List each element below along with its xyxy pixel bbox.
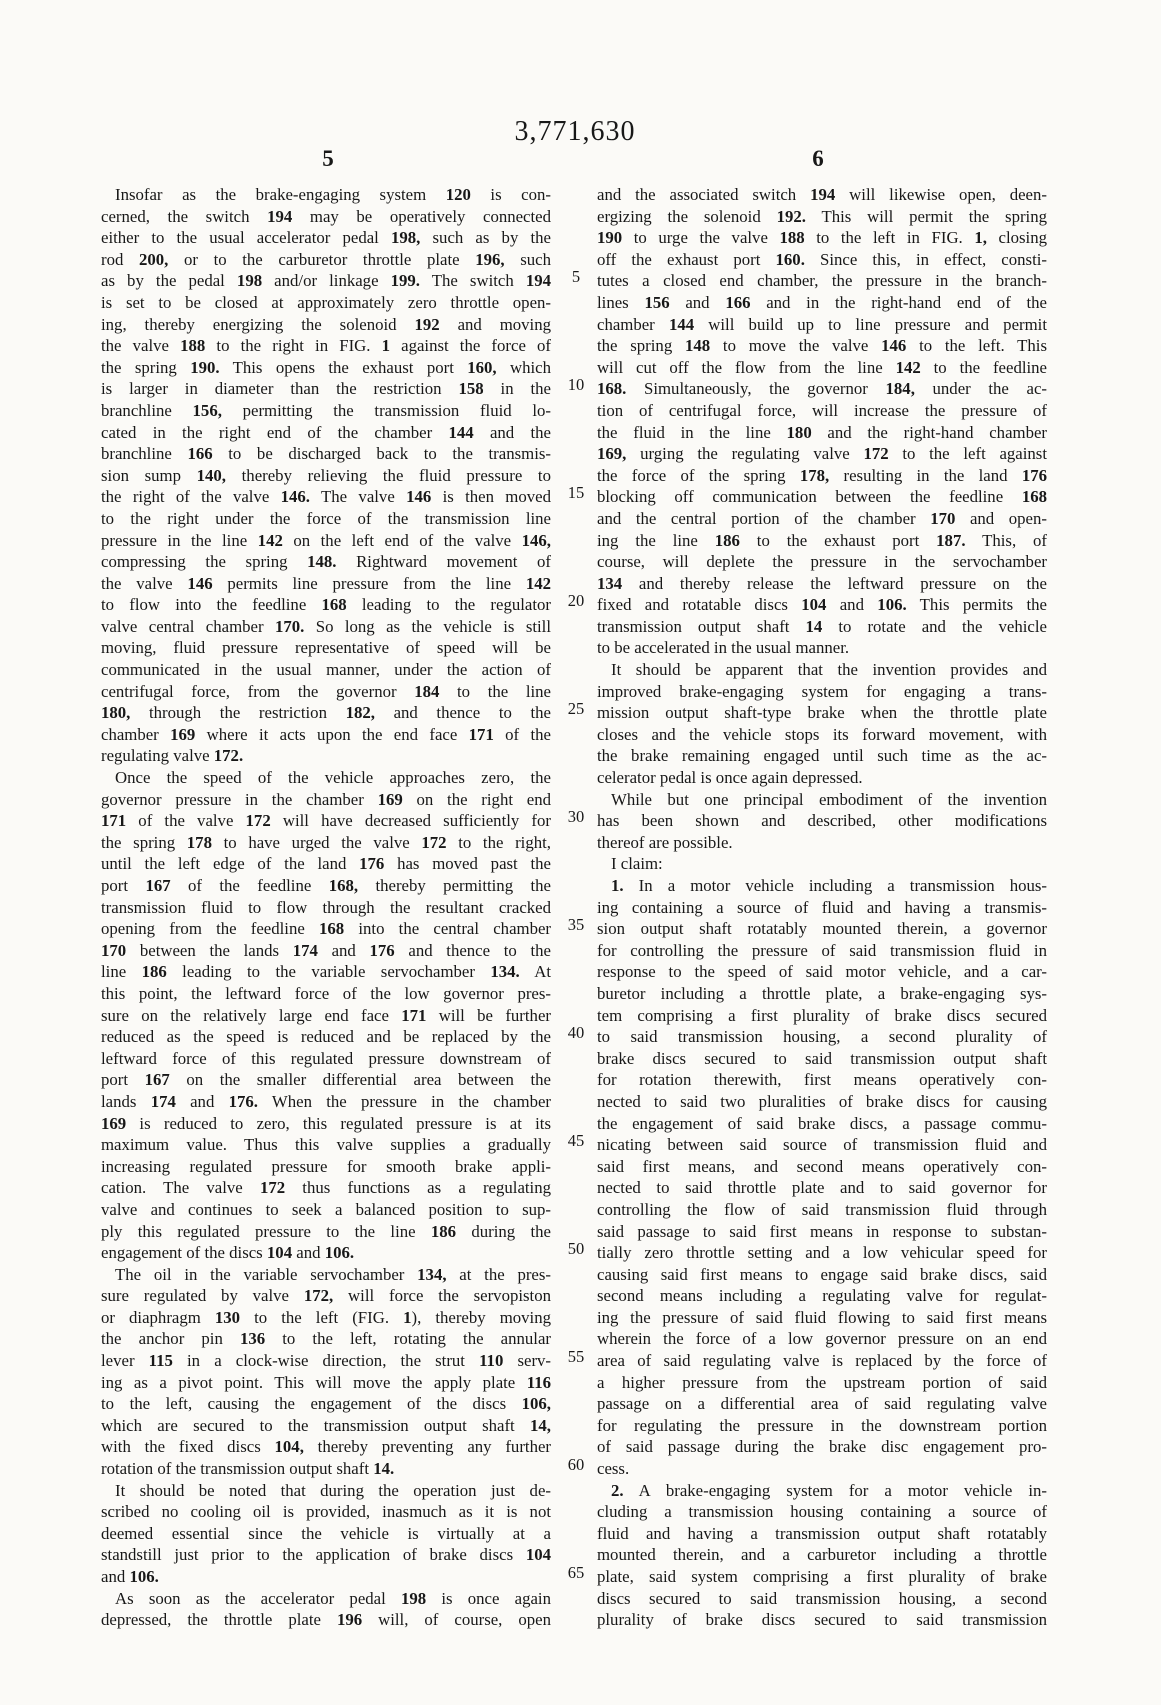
line-number: 50 — [567, 1239, 585, 1259]
text-line: improved brake-engaging system for engaging a trans- — [597, 681, 1047, 701]
text-line: lands 174 and 176. When the pressure in the chamber — [101, 1091, 552, 1111]
text-line: the spring 178 to have urged the valve 172 to the right, — [101, 832, 551, 852]
text-line: sure on the relatively large end face 171 will be further — [101, 1005, 551, 1025]
text-line: which are secured to the transmission output shaft 14, — [101, 1415, 551, 1435]
text-line: area of said regulating valve is replaced by the force of — [597, 1351, 1047, 1371]
text-line: the spring 148 to move the valve 146 to the left. This — [597, 336, 1047, 356]
text-line: celerator pedal is once again depressed. — [597, 768, 863, 788]
text-line: the right of the valve 146. The valve 146 is then moved — [101, 487, 551, 507]
text-line: to the right under the force of the transmission line — [101, 508, 551, 528]
text-line: off the exhaust port 160. Since this, in effect, consti- — [597, 249, 1047, 269]
text-line: either to the usual accelerator pedal 198, such as by the — [101, 228, 551, 248]
text-line: port 167 of the feedline 168, thereby permitting the — [101, 876, 551, 895]
text-line: maximum value. Thus this valve supplies a gradually — [101, 1135, 551, 1155]
text-line: and the central portion of the chamber 170 and open- — [597, 508, 1047, 528]
text-line: nected to said two pluralities of brake discs for causing — [597, 1091, 1047, 1111]
text-line: 134 and thereby release the leftward pressure on the — [597, 573, 1047, 593]
text-line: the engagement of said brake discs, a passage commu- — [597, 1113, 1047, 1133]
text-line: this point, the leftward force of the low governor pres- — [101, 983, 551, 1003]
text-line: the fluid in the line 180 and the right-hand chamber — [597, 422, 1047, 442]
text-line: sion output shaft rotatably mounted therein, a governor — [597, 919, 1047, 939]
text-line: second means including a regulating valve for regulat- — [597, 1286, 1047, 1306]
text-line: controlling the flow of said transmission fluid through — [597, 1199, 1047, 1219]
text-line: sion sump 140, thereby relieving the fluid pressure to — [101, 465, 551, 485]
text-line: It should be apparent that the invention provides and — [611, 660, 1047, 680]
text-line: opening from the feedline 168 into the central chamber — [101, 919, 551, 939]
line-number: 10 — [567, 375, 585, 395]
text-line: tem comprising a first plurality of brake discs secured — [597, 1005, 1047, 1025]
text-line: cation. The valve 172 thus functions as a regulating — [101, 1178, 551, 1198]
text-line: response to the speed of said motor vehicle, and a car- — [597, 962, 1047, 982]
text-line: ply this regulated pressure to the line 186 during the — [101, 1221, 551, 1241]
column-number-right: 6 — [812, 146, 824, 171]
text-line: rod 200, or to the carburetor throttle plate 196, such — [101, 249, 551, 269]
text-line: cated in the right end of the chamber 144 and the — [101, 422, 551, 442]
text-line: the anchor pin 136 to the left, rotating the annular — [101, 1329, 551, 1349]
line-number: 35 — [567, 915, 585, 935]
text-line: cess. — [597, 1459, 630, 1479]
text-line: branchline 156, permitting the transmission fluid lo- — [101, 400, 551, 420]
text-line: Insofar as the brake-engaging system 120 is con- — [115, 185, 551, 204]
patent-number: 3,771,630 — [514, 116, 636, 147]
text-line: centrifugal force, from the governor 184 to the line — [101, 681, 551, 701]
text-line: lever 115 in a clock-wise direction, the strut 110 serv- — [101, 1351, 552, 1371]
line-number: 15 — [567, 483, 585, 503]
text-line: causing said first means to engage said brake discs, said — [597, 1264, 1047, 1284]
text-line: tially zero throttle setting and a low vehicular speed for — [597, 1243, 1047, 1263]
text-line: Once the speed of the vehicle approaches zero, the — [115, 768, 551, 788]
text-line: transmission output shaft 14 to rotate and the vehicle — [597, 616, 1047, 636]
text-line: transmission fluid to flow through the resultant cracked — [101, 897, 551, 917]
text-line: course, will deplete the pressure in the servochamber — [597, 552, 1047, 572]
text-line: scribed no cooling oil is provided, inasmuch as it is not — [101, 1502, 551, 1522]
text-line: the brake remaining engaged until such time as the ac- — [597, 746, 1047, 766]
text-line: ergizing the solenoid 192. This will permit the spring — [597, 206, 1048, 226]
text-line: 168. Simultaneously, the governor 184, under the ac- — [597, 379, 1047, 399]
text-line: for rotation therewith, first means operatively con- — [597, 1070, 1047, 1090]
text-line: to the left, causing the engagement of the discs 106, — [101, 1394, 551, 1414]
text-line: depressed, the throttle plate 196 will, of course, open — [101, 1610, 551, 1630]
text-line: tion of centrifugal force, will increase the pressure of — [597, 400, 1047, 420]
text-line: closes and the vehicle stops its forward movement, with — [597, 724, 1047, 744]
text-line: 190 to urge the valve 188 to the left in FIG. 1, closing — [597, 228, 1047, 248]
text-line: 180, through the restriction 182, and thence to the — [101, 703, 551, 723]
text-line: communicated in the usual manner, under the action of — [101, 660, 551, 680]
line-number: 40 — [567, 1023, 585, 1043]
text-line: While but one principal embodiment of the invention — [611, 789, 1047, 809]
text-line: ing, thereby energizing the solenoid 192 and moving — [101, 314, 551, 334]
text-line: regulating valve 172. — [101, 746, 244, 766]
text-line: passage on a differential area of said regulating valve — [597, 1394, 1047, 1414]
text-line: I claim: — [611, 854, 663, 874]
text-line: brake discs secured to said transmission output shaft — [597, 1048, 1047, 1068]
text-line: lines 156 and 166 and in the right-hand end of the — [597, 292, 1048, 312]
line-number: 55 — [567, 1347, 585, 1367]
text-line: nicating between said source of transmission fluid and — [597, 1135, 1047, 1155]
text-line: ing as a pivot point. This will move the apply plate 116 — [101, 1372, 551, 1392]
text-line: and the associated switch 194 will likewise open, deen- — [597, 185, 1047, 204]
text-line: ing the pressure of said fluid flowing to said first means — [597, 1307, 1047, 1327]
text-line: valve and continues to seek a balanced position to sup- — [101, 1199, 551, 1219]
line-number: 30 — [567, 807, 585, 827]
text-line: is larger in diameter than the restriction 158 in the — [101, 379, 551, 399]
text-line: thereof are possible. — [597, 832, 733, 852]
text-line: It should be noted that during the operation just de- — [115, 1480, 551, 1500]
text-line: pressure in the line 142 on the left end of the valve 146, — [101, 530, 551, 550]
text-line: 171 of the valve 172 will have decreased sufficiently for — [101, 811, 551, 831]
text-line: standstill just prior to the application of brake discs 104 — [101, 1545, 551, 1565]
text-line: valve central chamber 170. So long as the vehicle is still — [101, 616, 552, 636]
text-line: compressing the spring 148. Rightward movement of — [101, 552, 551, 572]
line-number: 5 — [571, 267, 581, 287]
text-line: reduced as the speed is reduced and be replaced by the — [101, 1027, 551, 1047]
text-line: to said transmission housing, a second plurality of — [597, 1027, 1047, 1047]
text-line: 2. A brake-engaging system for a motor vehicle in- — [611, 1480, 1047, 1500]
text-line: mission output shaft-type brake when the throttle plate — [597, 703, 1047, 723]
text-line: ing containing a source of fluid and having a transmis- — [597, 897, 1047, 917]
text-line: The oil in the variable servochamber 134, at the pres- — [115, 1264, 552, 1284]
column-right-text — [597, 184, 1047, 1631]
text-line: governor pressure in the chamber 169 on the right end — [101, 789, 551, 809]
text-line: the spring 190. This opens the exhaust port 160, which — [101, 357, 551, 377]
text-line: branchline 166 to be discharged back to the transmis- — [101, 444, 551, 464]
text-line: or diaphragm 130 to the left (FIG. 1), thereby moving — [101, 1307, 552, 1327]
line-number: 60 — [567, 1455, 585, 1475]
text-line: chamber 169 where it acts upon the end face 171 of the — [101, 724, 551, 744]
text-line: blocking off communication between the feedline 168 — [597, 487, 1047, 507]
text-line: plate, said system comprising a first plurality of brake — [597, 1567, 1047, 1586]
text-line: line 186 leading to the variable servochamber 134. At — [101, 962, 551, 982]
text-line: a higher pressure from the upstream portion of said — [597, 1372, 1047, 1392]
text-line: As soon as the accelerator pedal 198 is once again — [115, 1588, 551, 1608]
text-line: 169 is reduced to zero, this regulated pressure is at its — [101, 1113, 551, 1133]
text-line: of said passage during the brake disc engagement pro- — [597, 1437, 1047, 1457]
text-line: until the left edge of the land 176 has moved past the — [101, 854, 551, 874]
text-line: 169, urging the regulating valve 172 to the left against — [597, 444, 1047, 464]
text-line: 1. In a motor vehicle including a transmission hous- — [611, 876, 1047, 895]
text-line: port 167 on the smaller differential area between the — [101, 1070, 552, 1090]
text-line: ing the line 186 to the exhaust port 187. This, of — [597, 530, 1047, 550]
text-line: cerned, the switch 194 may be operatively connected — [101, 206, 552, 226]
text-line: will cut off the flow from the line 142 to the feedline — [597, 357, 1048, 377]
line-number: 20 — [567, 591, 585, 611]
text-line: mounted therein, and a carburetor including a throttle — [597, 1545, 1047, 1565]
text-line: the valve 146 permits line pressure from the line 142 — [101, 573, 551, 593]
text-line: plurality of brake discs secured to said transmission — [597, 1610, 1047, 1630]
text-line: the force of the spring 178, resulting in the land 176 — [597, 465, 1047, 485]
text-line: sure regulated by valve 172, will force the servopiston — [101, 1286, 551, 1306]
text-line: to be accelerated in the usual manner. — [597, 638, 850, 658]
column-left-text — [101, 184, 551, 1631]
text-line: cluding a transmission housing containing a source of — [597, 1502, 1047, 1522]
text-line: and 106. — [101, 1567, 159, 1586]
text-line: rotation of the transmission output shaft 14. — [101, 1459, 395, 1479]
text-line: chamber 144 will build up to line pressure and permit — [597, 314, 1047, 334]
text-line: the valve 188 to the right in FIG. 1 against the force of — [101, 336, 551, 356]
text-line: discs secured to said transmission housing, a second — [597, 1588, 1047, 1608]
text-line: deemed essential since the vehicle is virtually at a — [101, 1523, 551, 1543]
text-line: for controlling the pressure of said transmission fluid in — [597, 940, 1047, 960]
text-line: 170 between the lands 174 and 176 and thence to the — [101, 940, 551, 960]
line-number: 65 — [567, 1563, 585, 1583]
text-line: for regulating the pressure in the downstream portion — [597, 1415, 1047, 1435]
text-line: moving, fluid pressure representative of speed will be — [101, 638, 551, 658]
text-line: as by the pedal 198 and/or linkage 199. The switch 194 — [101, 271, 551, 291]
line-number: 45 — [567, 1131, 585, 1151]
text-line: buretor including a throttle plate, a brake-engaging sys- — [597, 983, 1047, 1003]
text-line: fixed and rotatable discs 104 and 106. This permits the — [597, 595, 1047, 615]
text-line: fluid and having a transmission output shaft rotatably — [597, 1523, 1047, 1543]
text-line: tutes a closed end chamber, the pressure in the branch- — [597, 271, 1047, 291]
text-line: has been shown and described, other modifications — [597, 811, 1047, 831]
text-line: with the fixed discs 104, thereby preventing any further — [101, 1437, 551, 1457]
line-number: 25 — [567, 699, 585, 719]
text-line: nected to said throttle plate and to said governor for — [597, 1178, 1047, 1198]
text-line: is set to be closed at approximately zero throttle open- — [101, 292, 551, 312]
text-line: to flow into the feedline 168 leading to the regulator — [101, 595, 551, 615]
text-line: leftward force of this regulated pressure downstream of — [101, 1048, 551, 1068]
text-line: said first means, and second means operatively con- — [597, 1156, 1047, 1176]
text-line: wherein the force of a low governor pressure on an end — [597, 1329, 1047, 1349]
column-number-left: 5 — [322, 146, 334, 171]
text-line: engagement of the discs 104 and 106. — [101, 1243, 355, 1263]
text-line: increasing regulated pressure for smooth brake appli- — [101, 1156, 551, 1176]
text-line: said passage to said first means in response to substan- — [597, 1221, 1047, 1241]
